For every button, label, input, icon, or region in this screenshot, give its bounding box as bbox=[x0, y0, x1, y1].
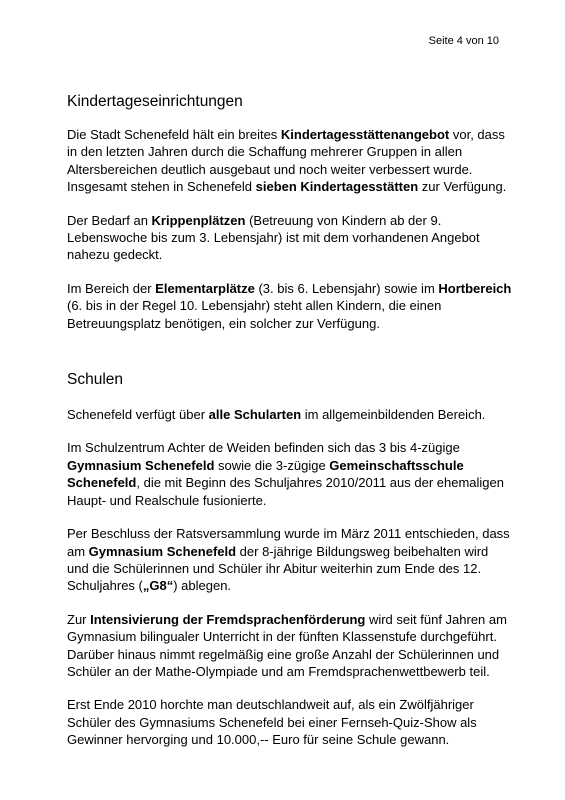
bold-text-run: Gemeinschaftsschule Schenefeld bbox=[67, 457, 464, 491]
text-run: Im Bereich der bbox=[67, 280, 156, 296]
text-run: (3. bis 6. Lebensjahr) sowie im bbox=[254, 280, 439, 296]
bold-text-run: „G8“ bbox=[142, 578, 174, 594]
paragraph-fremdsprachen bbox=[67, 611, 513, 681]
bold-text-run: Kindertagesstättenangebot bbox=[280, 127, 450, 142]
bold-text-run: Gymnasium Schenefeld bbox=[88, 543, 237, 559]
paragraph-quiz-show bbox=[67, 696, 513, 748]
text-run: Per Beschluss der Ratsversammlung wurde im März 2011 entschieden, dass am bbox=[67, 526, 510, 559]
paragraph-krippenplaetze bbox=[67, 212, 513, 264]
text-run: Schenefeld verfügt über bbox=[67, 407, 209, 423]
text-run: Zur bbox=[67, 611, 91, 627]
paragraph-schulzentrum bbox=[67, 439, 513, 509]
text-run: Die Stadt Schenefeld hält ein breites bbox=[67, 127, 281, 142]
page-number: Seite 4 von 10 bbox=[428, 35, 499, 47]
bold-text-run: Gymnasium Schenefeld bbox=[67, 457, 215, 473]
paragraph-schularten bbox=[67, 406, 513, 423]
text-run: (6. bis in der Regel 10. Lebensjahr) steht allen Kindern, die einen Betreuungsplatz benötigen, ein solcher zur Verfügung. bbox=[67, 298, 442, 331]
text-run: Erst Ende 2010 horchte man deutschlandweit auf, als ein Zwölfjähriger Schüler des Gymnasiums Schenefeld bei einer Fernseh-Quiz-Show als Gewinner hervorging und 10.000,-- Euro für seine Schule gewann. bbox=[67, 697, 477, 748]
text-run: Der Bedarf an bbox=[67, 212, 152, 228]
paragraph-g8-beschluss bbox=[67, 525, 513, 595]
bold-text-run: sieben Kindertagesstätten bbox=[255, 179, 419, 195]
text-run: , die mit Beginn des Schuljahres 2010/2011 aus der ehemaligen Haupt- und Realschule fusionierte. bbox=[67, 475, 504, 508]
document-body bbox=[67, 92, 513, 765]
bold-text-run: Hortbereich bbox=[438, 280, 512, 296]
heading-schulen: Schulen bbox=[67, 371, 124, 389]
text-run: sowie die 3-zügige bbox=[214, 457, 330, 473]
text-run: ) ablegen. bbox=[173, 578, 232, 594]
bold-text-run: Krippenplätzen bbox=[151, 212, 246, 228]
text-run: Im Schulzentrum Achter de Weiden befinden sich das 3 bis 4-zügige bbox=[67, 440, 460, 456]
paragraph-elementarplaetze bbox=[67, 280, 513, 332]
paragraph-kita-angebot bbox=[67, 126, 513, 196]
bold-text-run: Intensivierung der Fremdsprachenförderung bbox=[90, 611, 366, 627]
text-run: (Betreuung von Kindern ab der 9. Lebenswoche bis zum 3. Lebensjahr) ist mit dem vorhandenen Angebot nahezu gedeckt. bbox=[67, 212, 480, 263]
text-run: im allgemeinbildenden Bereich. bbox=[301, 407, 486, 423]
text-run: vor, dass in den letzten Jahren durch die Schaffung mehrerer Gruppen in allen Altersbereichen deutlich ausgebaut und noch weiter verbessert wurde. Insgesamt stehen in Schenefeld bbox=[67, 127, 505, 195]
bold-text-run: alle Schularten bbox=[208, 407, 302, 423]
bold-text-run: Elementarplätze bbox=[155, 280, 255, 296]
heading-kindertageseinrichtungen: Kindertageseinrichtungen bbox=[67, 93, 243, 110]
text-run: der 8-jährige Bildungsweg beibehalten wird und die Schülerinnen und Schüler ihr Abitur weiterhin zum Ende des 12. Schuljahres ( bbox=[67, 543, 489, 594]
text-run: wird seit fünf Jahren am Gymnasium bilingualer Unterricht in der fünften Klassenstufe durchgeführt. Darüber hinaus nimmt regelmäßig eine große Anzahl der Schülerinnen und Schüler an der Mathe-Olympiade und am Fremdsprachenwettbewerb teil. bbox=[67, 611, 507, 679]
text-run: zur Verfügung. bbox=[418, 179, 507, 195]
